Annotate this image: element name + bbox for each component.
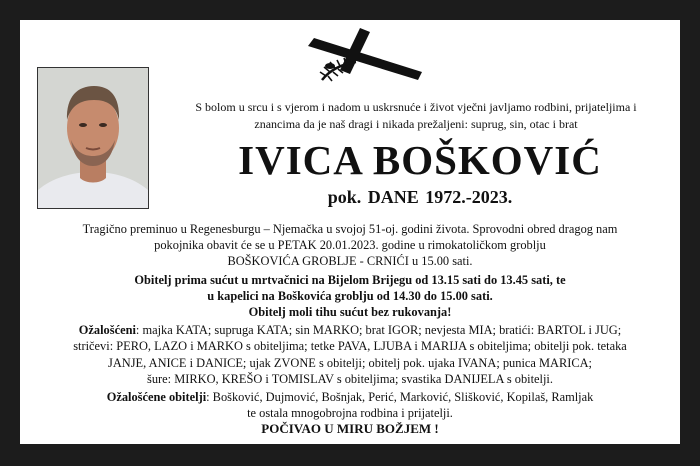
mourners-line: šure: MIRKO, KREŠO i TOMISLAV s obiteljima; svastika DANIJELA s obitelji. xyxy=(147,371,553,386)
families-line: te ostala mnogobrojna rodbina i prijatelji. xyxy=(247,406,453,421)
text-line: BOŠKOVIĆA GROBLJE - CRNIĆI u 15.00 sati. xyxy=(227,254,473,269)
obituary-card xyxy=(20,20,680,444)
closing-line: POČIVAO U MIRU BOŽJEM ! xyxy=(261,421,439,437)
text-line: Tragično preminuo u Regenesburgu – Njemačka u svojoj 51-oj. godini života. Sprovodni obred dragog nam xyxy=(82,222,618,236)
deceased-name: IVICA BOŠKOVIĆ xyxy=(238,137,602,183)
cross-with-palm-branch-icon xyxy=(300,26,430,84)
condolence-line: Obitelj prima sućut u mrtvačnici na Bijelom Brijegu od 13.15 sati do 13.45 sati, te xyxy=(134,272,566,287)
families-text: : Bošković, Dujmović, Bošnjak, Perić, Marković, Slišković, Kopilaš, Ramljak xyxy=(206,390,594,405)
condolence-line: u kapelici na Boškovića groblju od 14.30 do 15.00 sati. xyxy=(207,288,493,303)
intro-line: znancima da je naš dragi i nikada prežaljeni: suprug, sin, otac i brat xyxy=(254,117,578,131)
families-line xyxy=(34,389,666,405)
mourners-line: stričevi: PERO, LAZO i MARKO s obiteljima; tetke PAVA, LJUBA i MARIJA s obiteljima; obitelji pok. tetaka xyxy=(73,339,627,354)
obituary-body xyxy=(34,221,666,438)
deceased-father-and-years: pok. DANE 1972.-2023. xyxy=(327,187,513,207)
mourners-line xyxy=(34,322,666,338)
text-line: pokojnika obavit će se u PETAK 20.01.2023. godine u rimokatoličkom groblju xyxy=(154,238,546,253)
intro-line: S bolom u srcu i s vjerom i nadom u uskrsnuće i život vječni javljamo rodbini, prijateljima i xyxy=(195,100,637,114)
intro-text xyxy=(166,99,666,133)
mourners-line: JANJE, ANICE i DANICE; ujak ZVONE s obitelji; obitelj pok. ujaka IVANA; punica MARICA; xyxy=(108,355,592,370)
families-label: Ožalošćene obitelji xyxy=(106,390,207,405)
condolence-line: Obitelj moli tihu sućut bez rukovanja! xyxy=(248,305,452,320)
portrait-photo xyxy=(37,67,149,209)
mourners-text: : majka KATA; supruga KATA; sin MARKO; brat IGOR; nevjesta MIA; bratići: BARTOL i JUG; xyxy=(135,323,622,338)
mourners-label: Ožalošćeni xyxy=(78,323,136,338)
